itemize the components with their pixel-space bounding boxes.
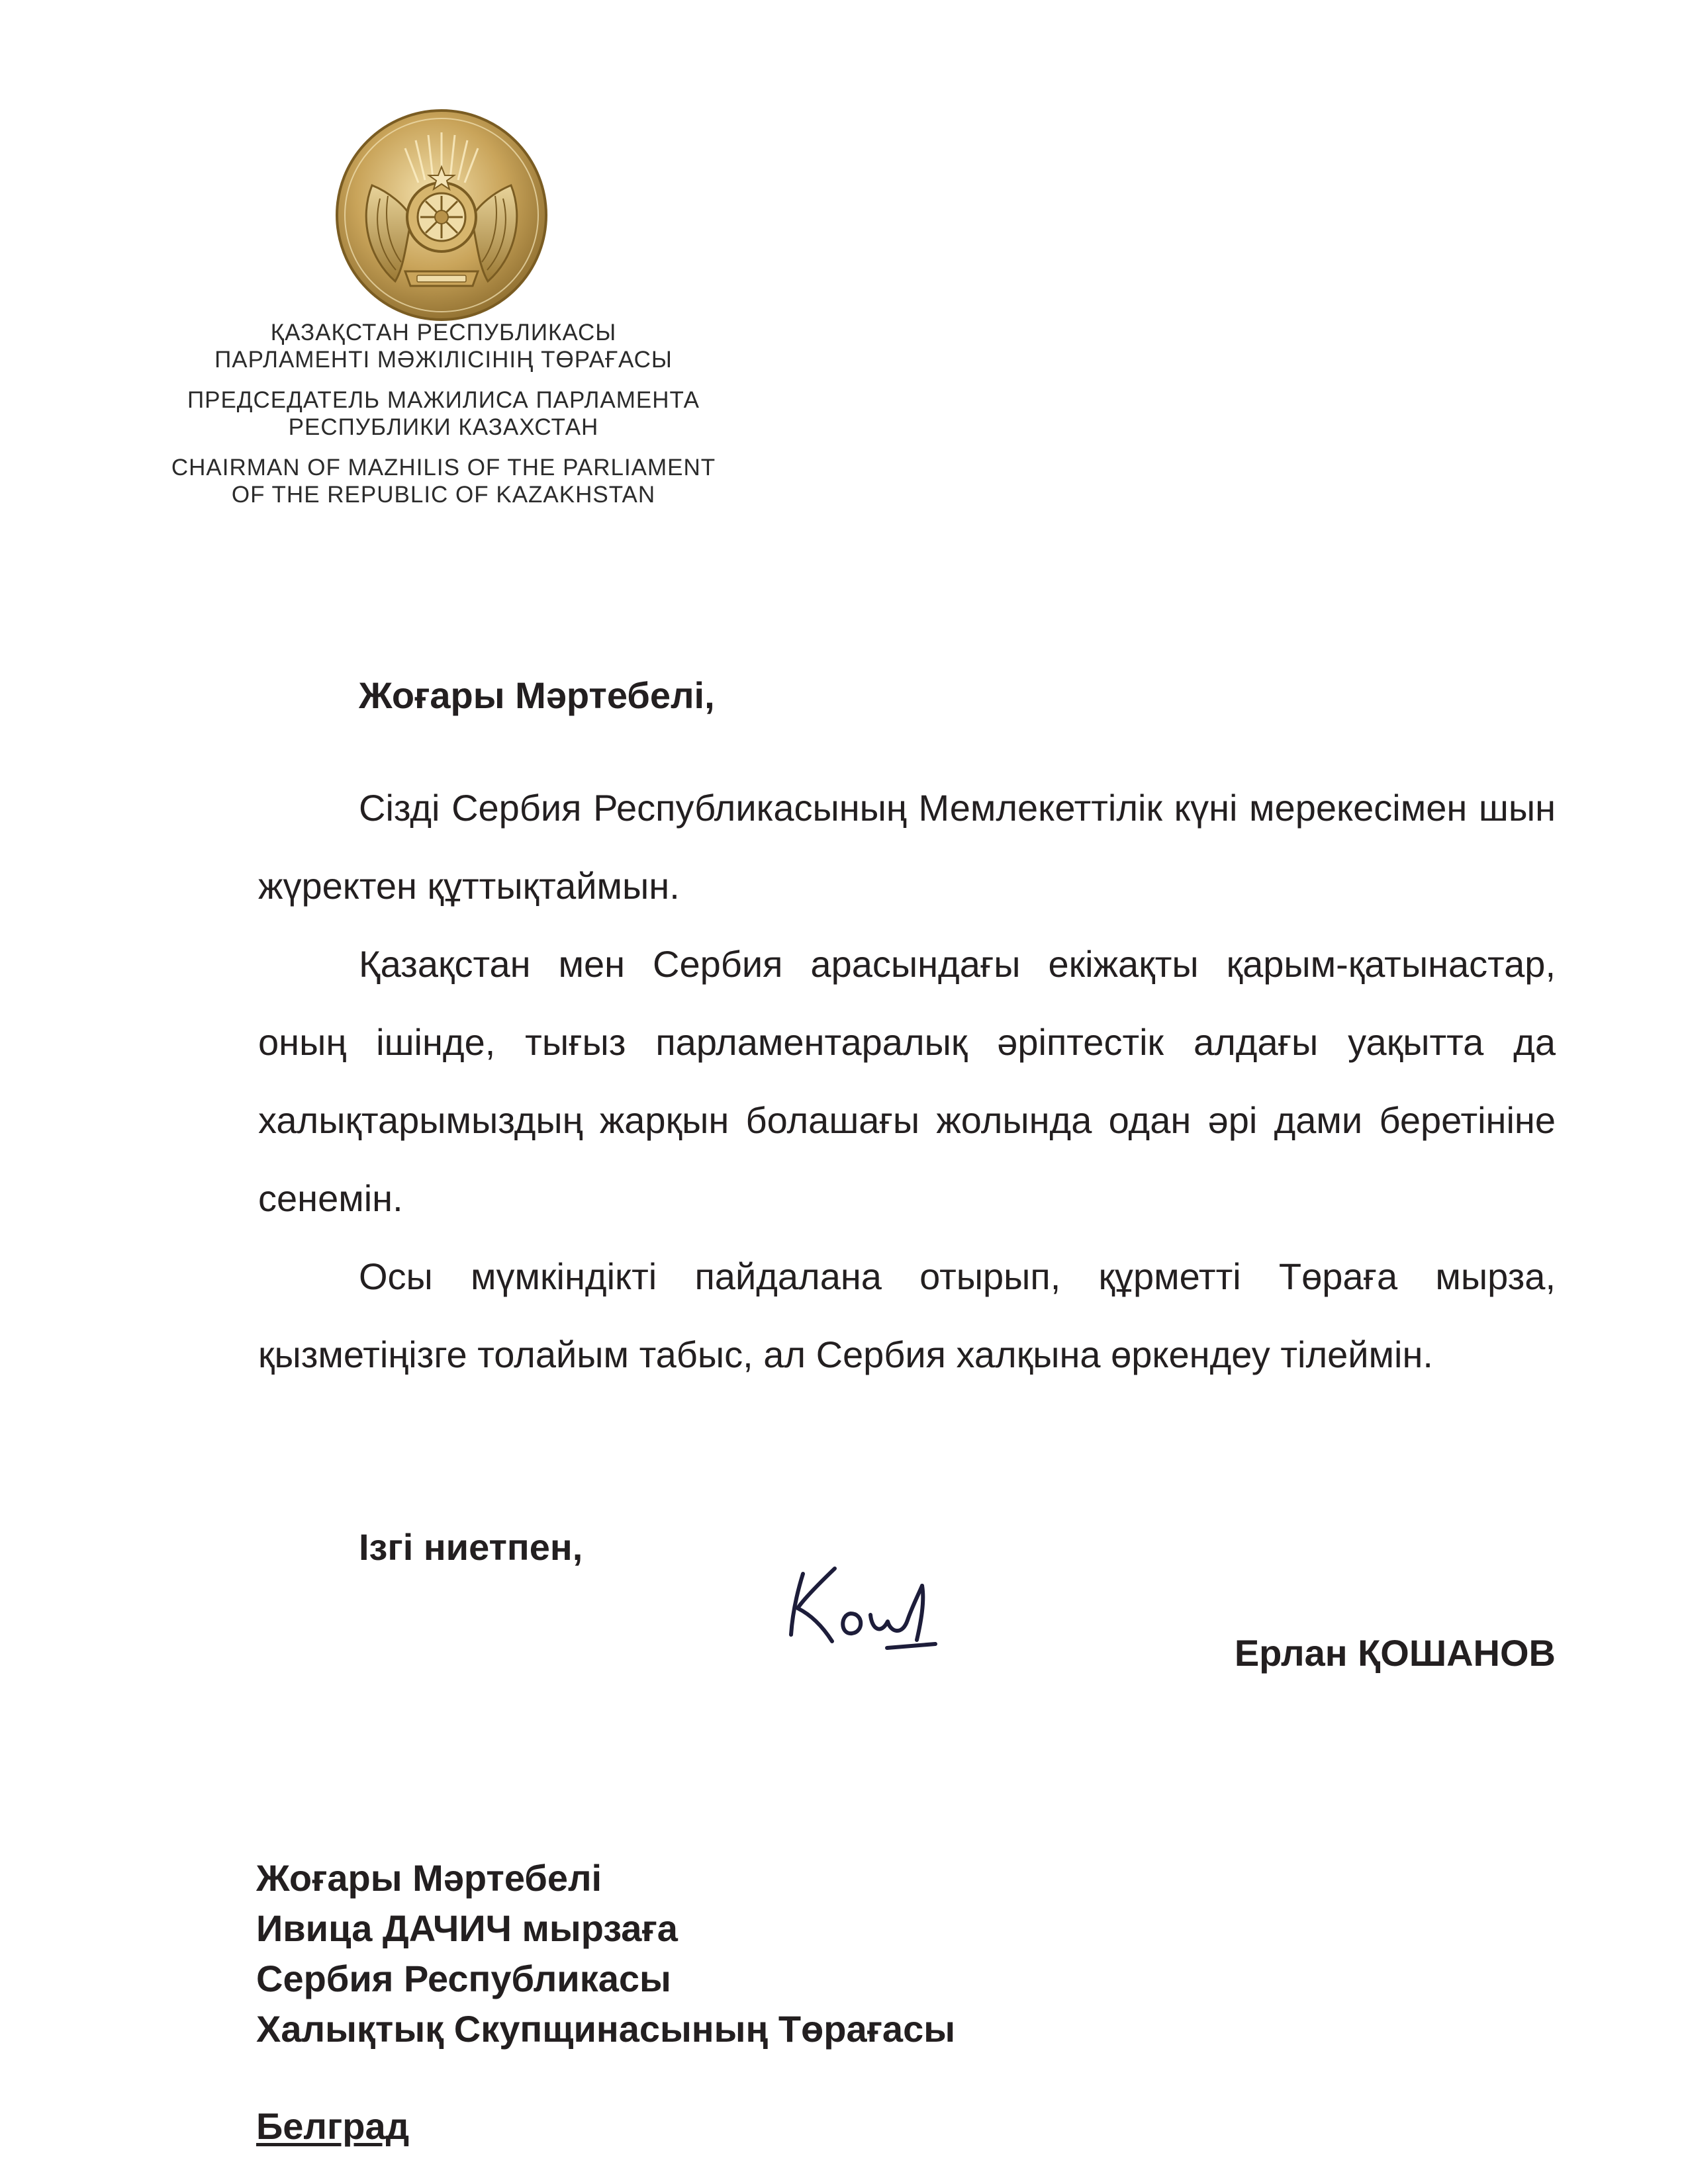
handwritten-signature-icon	[771, 1549, 963, 1664]
body-paragraph: Сізді Сербия Республикасының Мемлекеттілік күні мерекесімен шын жүректен құттықтаймын.	[258, 787, 1556, 907]
letterhead-line: ПРЕДСЕДАТЕЛЬ МАЖИЛИСА ПАРЛАМЕНТА	[187, 387, 700, 413]
addressee-city: Белград	[256, 2105, 410, 2147]
letterhead-russian	[113, 387, 774, 441]
letter-body	[258, 769, 1556, 1394]
letterhead-line: CHAIRMAN OF MAZHILIS OF THE PARLIAMENT	[171, 455, 716, 480]
letterhead-line: ПАРЛАМЕНТІ МӘЖІЛІСІНІҢ ТӨРАҒАСЫ	[214, 347, 673, 373]
letterhead-text	[113, 319, 774, 522]
salutation: Жоғары Мәртебелі,	[359, 674, 715, 716]
addressee-line: Ивица ДАЧИЧ мырзаға	[256, 1907, 678, 1949]
letterhead-line: ҚАЗАҚСТАН РЕСПУБЛИКАСЫ	[270, 320, 617, 345]
kazakhstan-state-emblem-icon	[332, 106, 551, 324]
letterhead-english	[113, 454, 774, 508]
addressee-line: Халықтық Скупщинасының Төрағасы	[256, 2008, 956, 2050]
addressee-line: Жоғары Мәртебелі	[256, 1857, 602, 1899]
addressee-line: Сербия Республикасы	[256, 1958, 671, 1999]
body-paragraph: Осы мүмкіндікті пайдалана отырып, құрметті Төраға мырза, қызметіңізге толайым табыс, ал Сербия халқына өркендеу тілеймін.	[258, 1255, 1556, 1375]
letterhead-kazakh	[113, 319, 774, 373]
closing: Ізгі ниетпен,	[359, 1526, 583, 1568]
signer-name: Ерлан ҚОШАНОВ	[1234, 1632, 1556, 1674]
letterhead-line: OF THE REPUBLIC OF KAZAKHSTAN	[231, 482, 656, 508]
letterhead-line: РЕСПУБЛИКИ КАЗАХСТАН	[288, 414, 599, 440]
body-paragraph: Қазақстан мен Сербия арасындағы екіжақты қарым-қатынастар, оның ішінде, тығыз парламентаралық әріптестік алдағы уақытта да халықтарымыздың жарқын болашағы жолында одан әрі дами беретініне сенемін.	[258, 943, 1556, 1219]
addressee-block	[256, 1853, 955, 2054]
